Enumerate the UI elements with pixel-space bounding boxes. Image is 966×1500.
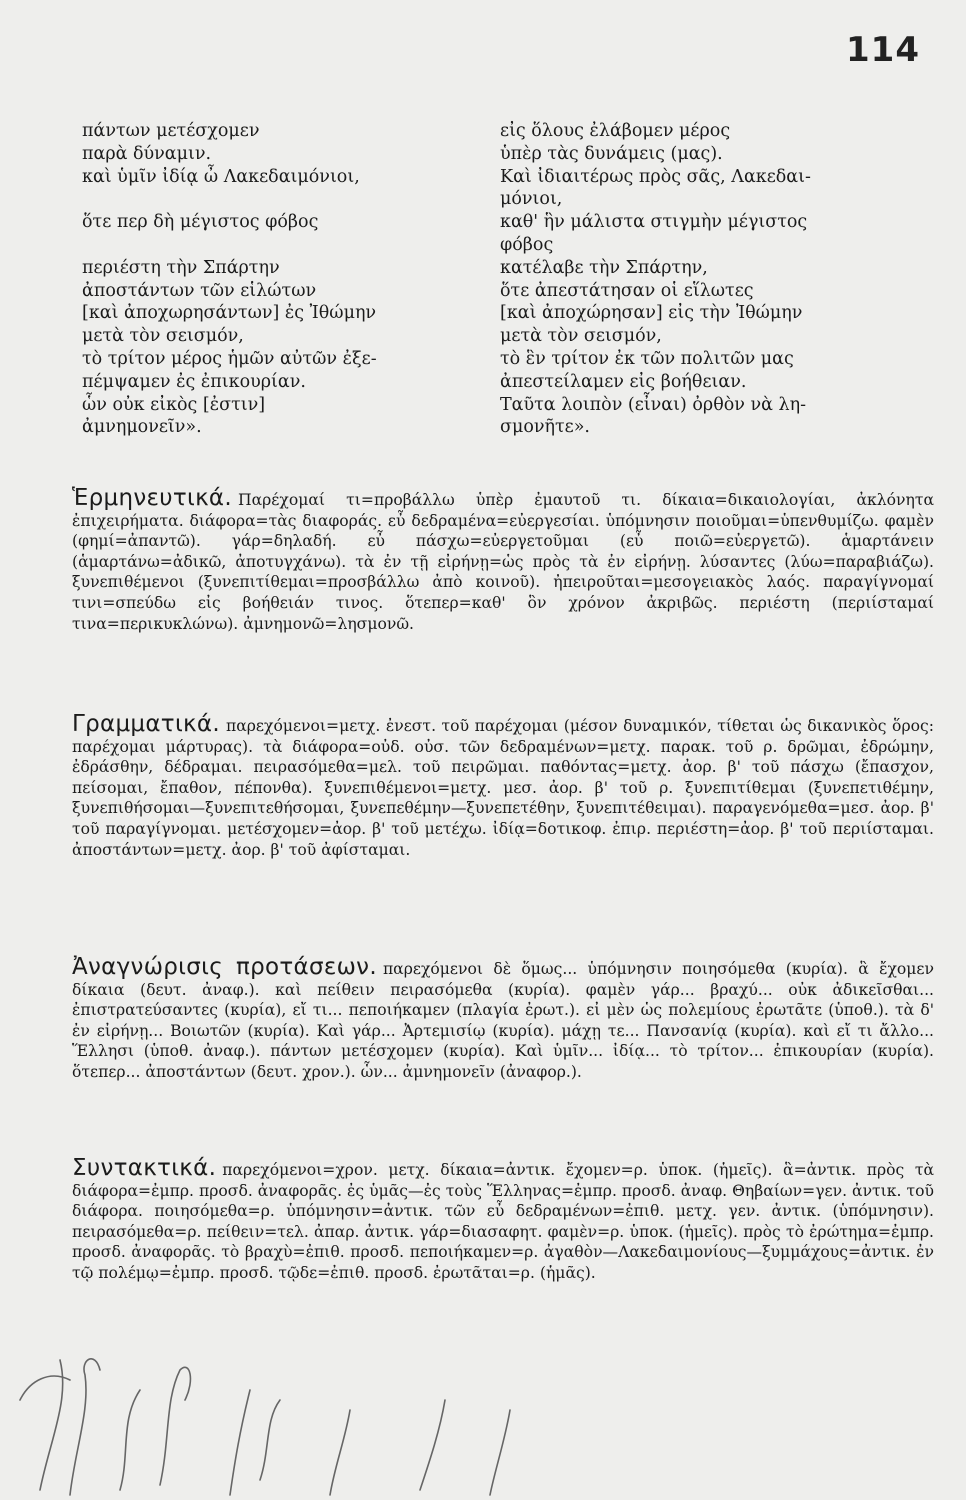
greek-line: περιέστη τὴν Σπάρτην bbox=[82, 257, 280, 278]
pencil-marginalia bbox=[0, 1280, 560, 1500]
greek-line: ὅτε περ δὴ μέγιστος φόβος bbox=[82, 212, 319, 233]
translation-line: ἀπεστείλαμεν εἰς βοήθειαν. bbox=[500, 371, 747, 392]
section-hermeneutika bbox=[72, 485, 934, 634]
section-anagnorisis bbox=[72, 954, 934, 1083]
greek-line bbox=[82, 188, 482, 211]
section-body: παρεχόμενοι=μετχ. ἐνεστ. τοῦ παρέχομαι (μέσον δυναμικόν, τίθεται ὡς δικανικὸς ὅρος: παρέχομαι μάρτυρας). τὰ διάφορα=οὐδ. οὐσ. τῶν δεδραμένων=μετχ. παρακ. τοῦ ρ. δρῶμαι, ἐδρώμην, ἐδράσθην, δέδραμαι. πειρασόμεθα=μελ. τοῦ πειρῶμαι. παθόντας=μετχ. ἀορ. β' τοῦ πάσχω (ἔπασχον, πείσομαι, ἔπαθον, πέπονθα). ξυνεπιθέμενοι=μετχ. μεσ. ἀορ. β' τοῦ ρ. ξυνεπιτίθεμαι (ξυνεπετιθέμην, ξυνεπιθήσομαι—ξυνεπιτεθήσομαι, ξυνεπεθέμην—ξυνεπετέθην, ξυνεπιτέθειμαι). παραγενόμεθα=μεσ. ἀορ. β' τοῦ παραγίγνομαι. μετέσχομεν=ἀορ. β' τοῦ μετέχω. ἰδίᾳ=δοτικοφ. ἐπιρ. περιέστη=ἀορ. β' τοῦ περιίσταμαι. ἀποστάντων=μετχ. ἀορ. β' τοῦ ἀφίσταμαι. bbox=[72, 717, 934, 859]
greek-line: ὧν οὐκ εἰκὸς [ἐστιν] bbox=[82, 394, 266, 415]
translation-line: φόβος bbox=[500, 234, 554, 255]
section-body: παρεχόμενοι=χρον. μετχ. δίκαια=ἀντικ. ἔχομεν=ρ. ὑποκ. (ἡμεῖς). ἃ=ἀντικ. πρὸς τὰ διάφορα=ἐμπρ. προσδ. ἀναφορᾶς. ἐς ὑμᾶς—ἐς τοὺς Ἕλληνας=ἐμπρ. προσδ. ἀναφ. Θηβαίων=γεν. ἀντικ. τοῦ διάφορα. ποιησόμεθα=ρ. ὑπόμνησιν=ἀντικ. τῶν εὖ δεδραμένων=ἐπιθ. μετχ. γεν. ἀντικ. (ὑπόμνησιν). πειρασόμεθα=ρ. πείθειν=τελ. ἀπαρ. ἀντικ. γάρ=διασαφητ. φαμὲν=ρ. ὑποκ. (ἡμεῖς). πρὸς τὸ ἐρώτημα=ἐμπρ. προσδ. ἀναφορᾶς. τὸ βραχὺ=ἐπιθ. προσδ. πεποιήκαμεν=ρ. ἀγαθὸν—Λακεδαιμονίους—ξυμμάχους=ἀντικ. ἐν τῷ πολέμῳ=ἐμπρ. προσδ. τῷδε=ἐπιθ. προσδ. ἐρωτᾶται=ρ. (ἡμᾶς). bbox=[72, 1161, 934, 1282]
section-heading: Ἀναγνώρισις προτάσεων. bbox=[72, 954, 377, 980]
greek-line: ἀποστάντων τῶν εἱλώτων bbox=[82, 280, 317, 301]
greek-line: παρὰ δύναμιν. bbox=[82, 143, 212, 164]
greek-line: πάντων μετέσχομεν bbox=[82, 121, 260, 141]
greek-text-lines bbox=[82, 120, 482, 439]
translation-line: μετὰ τὸν σεισμόν, bbox=[500, 326, 662, 347]
greek-line: ἀμνημονεῖν». bbox=[82, 417, 202, 438]
greek-text-column bbox=[82, 120, 482, 439]
section-heading: Συντακτικά. bbox=[72, 1155, 217, 1181]
greek-line: [καὶ ἀποχωρησάντων] ἐς Ἰθώμην bbox=[82, 303, 377, 324]
greek-line: καὶ ὑμῖν ἰδίᾳ ὦ Λακεδαιμόνιοι, bbox=[82, 166, 360, 187]
section-grammatika bbox=[72, 711, 934, 860]
translation-line: εἰς ὅλους ἐλάβομεν μέρος bbox=[500, 121, 731, 141]
translation-line: ὑπὲρ τὰς δυνάμεις (μας). bbox=[500, 143, 723, 164]
section-heading: Γραμματικά. bbox=[72, 711, 220, 737]
section-syntaktika bbox=[72, 1155, 934, 1284]
translation-line: καθ' ἣν μάλιστα στιγμὴν μέγιστος bbox=[500, 212, 808, 233]
translation-line: μόνιοι, bbox=[500, 189, 563, 210]
greek-line: μετὰ τὸν σεισμόν, bbox=[82, 326, 244, 347]
greek-line: τὸ τρίτον μέρος ἡμῶν αὐτῶν ἐξε- bbox=[82, 348, 377, 369]
greek-line bbox=[82, 234, 482, 257]
translation-line: ὅτε ἀπεστάτησαν οἱ εἵλωτες bbox=[500, 280, 754, 301]
section-body: Παρέχομαί τι=προβάλλω ὑπὲρ ἐμαυτοῦ τι. δίκαια=δικαιολογίαι, ἀκλόνητα ἐπιχειρήματα. διάφορα=τὰς διαφοράς. εὖ δεδραμένα=εὐεργεσίαι. ὑπόμνησιν ποιοῦμαι=ὑπενθυμίζω. φαμὲν (φημί=ἀπαντῶ). γάρ=δηλαδή. εὖ πάσχω=εὐεργετοῦμαι (εὖ ποιῶ=εὐεργετῶ). ἁμαρτάνειν (ἁμαρτάνω=ἀδικῶ, ἀποτυγχάνω). τὰ ἐν τῇ εἰρήνῃ=ὡς πρὸς τὰ ἐν εἰρήνῃ. λύσαντες (λύω=παραβιάζω). ξυνεπιθέμενοι (ξυνεπιτίθεμαι=προσβάλλω ἀπὸ κοινοῦ). ἠπειροῦται=μεσογειακὸς λαός. παραγίγνομαί τινι=σπεύδω εἰς βοήθειάν τινος. ὅτεπερ=καθ' ὃν χρόνον ἀκριβῶς. περιέστη (περιίσταμαί τινα=περικυκλώνω). ἀμνημονῶ=λησμονῶ. bbox=[72, 491, 934, 633]
translation-line: Καὶ ἰδιαιτέρως πρὸς σᾶς, Λακεδαι- bbox=[500, 166, 811, 187]
translation-column bbox=[500, 120, 900, 439]
translation-lines bbox=[500, 120, 900, 439]
translation-line: τὸ ἓν τρίτον ἐκ τῶν πολιτῶν μας bbox=[500, 348, 794, 369]
section-body: παρεχόμενοι δὲ ὅμως... ὑπόμνησιν ποιησόμεθα (κυρία). ἃ ἔχομεν δίκαια (δευτ. ἀναφ.). καὶ πείθειν πειρασόμεθα (κυρία). φαμὲν γάρ... βραχύ... οὐκ ἀδικεῖσθαι... ἐπιστρατεύσαντες (κυρία), εἴ τι... πεποιήκαμεν (πλαγία ἐρωτ.). εἰ μὲν ὡς πολεμίους ἐρωτᾶτε (ὑποθ.). τὰ δ' ἐν εἰρήνῃ... Βοιωτῶν (κυρία). Καὶ γάρ... Ἀρτεμισίῳ (κυρία). μάχῃ τε... Πανσανίᾳ (κυρία). καὶ εἴ τι ἄλλο... Ἕλλησι (ὑποθ. ἀναφ.). πάντων μετέσχομεν (κυρία). Καὶ ὑμῖν... ἰδίᾳ... τὸ τρίτον... ἐπικουρίαν (κυρία). ὅτεπερ... ἀποστάντων (δευτ. χρον.). ὧν... ἀμνημονεῖν (ἀναφορ.). bbox=[72, 960, 934, 1081]
section-heading: Ἑρμηνευτικά. bbox=[72, 485, 233, 511]
translation-line: κατέλαβε τὴν Σπάρτην, bbox=[500, 257, 708, 278]
translation-line: Ταῦτα λοιπὸν (εἶναι) ὀρθὸν νὰ λη- bbox=[500, 394, 806, 415]
translation-line: [καὶ ἀποχώρησαν] εἰς τὴν Ἰθώμην bbox=[500, 303, 803, 324]
translation-line: σμονῆτε». bbox=[500, 417, 590, 438]
page-number: 114 bbox=[846, 30, 920, 70]
greek-line: πέμψαμεν ἐς ἐπικουρίαν. bbox=[82, 371, 306, 392]
